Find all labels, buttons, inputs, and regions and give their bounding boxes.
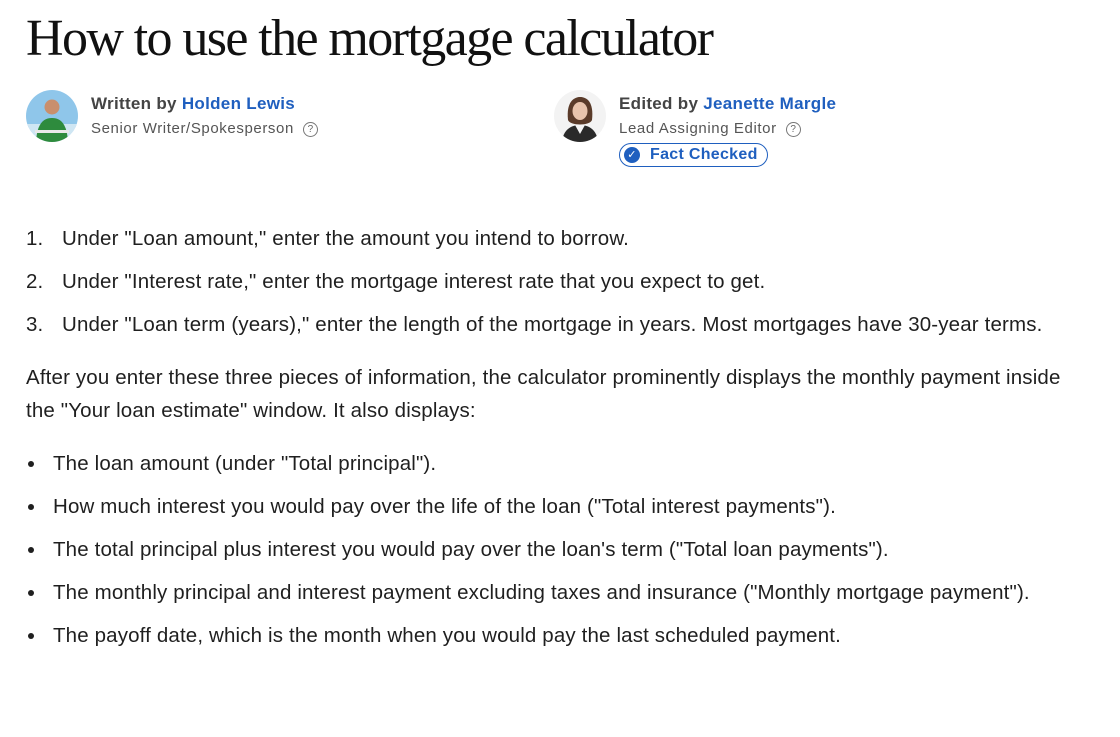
bullet-dot xyxy=(28,633,34,639)
fact-checked-label: Fact Checked xyxy=(650,146,758,163)
bullet-text: The monthly principal and interest payment excluding taxes and insurance ("Monthly mortgage payment"). xyxy=(53,581,1030,604)
check-circle-icon: ✓ xyxy=(624,147,640,163)
fact-checked-badge[interactable] xyxy=(619,143,768,167)
bullet-dot xyxy=(28,590,34,596)
list-item xyxy=(26,447,1076,480)
step-text: Under "Loan amount," enter the amount you intend to borrow. xyxy=(62,227,630,250)
question-circle-icon[interactable]: ? xyxy=(786,122,801,137)
bullet-dot xyxy=(28,504,34,510)
editor-byline xyxy=(554,90,836,167)
list-item xyxy=(26,490,1076,523)
step-number: 1. xyxy=(26,227,44,250)
bullets-list xyxy=(26,447,1076,652)
editor-prefix: Edited by xyxy=(619,94,699,113)
editor-job-line xyxy=(619,116,836,142)
editor-line xyxy=(619,92,836,116)
step-text: Under "Interest rate," enter the mortgage interest rate that you expect to get. xyxy=(62,270,766,293)
list-item xyxy=(26,222,1076,255)
author-prefix: Written by xyxy=(91,94,177,113)
article-body xyxy=(26,222,1076,662)
steps-list xyxy=(26,222,1076,341)
author-avatar[interactable] xyxy=(26,90,78,142)
author-name-link[interactable]: Holden Lewis xyxy=(181,94,296,113)
intro-paragraph: After you enter these three pieces of information, the calculator prominently displays the monthly payment inside the "Your loan estimate" window. It also displays: xyxy=(26,366,1061,422)
bullet-text: The payoff date, which is the month when you would pay the last scheduled payment. xyxy=(53,624,841,647)
author-job-line xyxy=(91,116,318,142)
author-job-title: Senior Writer/Spokesperson xyxy=(91,120,294,137)
editor-job-title: Lead Assigning Editor xyxy=(619,120,777,137)
bullet-text: How much interest you would pay over the life of the loan ("Total interest payments"). xyxy=(53,495,836,518)
editor-name-link[interactable]: Jeanette Margle xyxy=(703,94,837,113)
list-item xyxy=(26,308,1076,341)
list-item xyxy=(26,576,1076,609)
list-item xyxy=(26,619,1076,652)
step-number: 2. xyxy=(26,270,44,293)
bullet-text: The total principal plus interest you would pay over the loan's term ("Total loan payments"). xyxy=(53,538,889,561)
bullet-dot xyxy=(28,461,34,467)
step-text: Under "Loan term (years)," enter the length of the mortgage in years. Most mortgages have 30-year terms. xyxy=(62,313,1043,336)
bullet-text: The loan amount (under "Total principal"). xyxy=(53,452,437,475)
editor-avatar[interactable] xyxy=(554,90,606,142)
question-circle-icon[interactable]: ? xyxy=(303,122,318,137)
author-line xyxy=(91,92,318,116)
step-number: 3. xyxy=(26,313,44,336)
author-byline xyxy=(26,90,318,142)
list-item xyxy=(26,533,1076,566)
page-title: How to use the mortgage calculator xyxy=(26,10,713,67)
list-item xyxy=(26,265,1076,298)
bullet-dot xyxy=(28,547,34,553)
